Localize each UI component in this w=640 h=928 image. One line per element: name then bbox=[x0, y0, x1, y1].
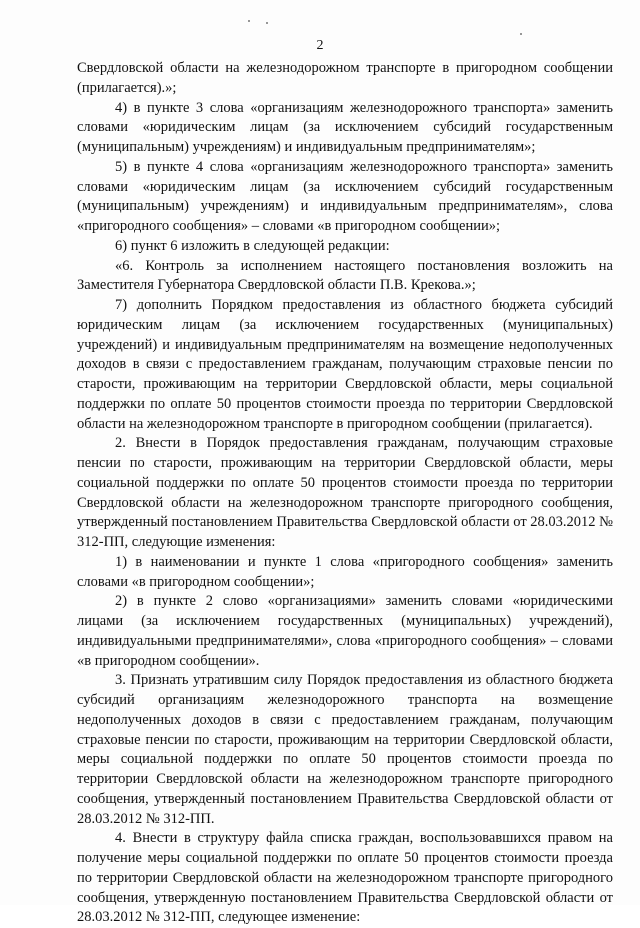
paragraph-section-4: 4. Внести в структуру файла списка граждан, воспользовавшихся правом на получение меры социальной поддержки по оплате 50 процентов стоимости проезда по территории Свердловской области на железнодорожном транспорте пригородного сообщения, утвержденную постановлением Правительства Свердловской области от 28.03.2012 № 312-ПП, следующее изменение: bbox=[77, 830, 613, 926]
paragraph-section-2: 2. Внести в Порядок предоставления гражданам, получающим страховые пенсии по старости, проживающим на территории Свердловской области, меры социальной поддержки по оплате 50 процентов стоимости проезда по территории Свердловской области на железнодорожном транспорте пригородного сообщения, утвержденный постановлением Правительства Свердловской области от 28.03.2012 № 312-ПП, следующие изменения: bbox=[77, 435, 613, 550]
paragraph-item-4: 4) в пункте 3 слова «организациям железнодорожного транспорта» заменить словами «юридическим лицам (за исключением субсидий государственным (муниципальным) учреждениям) и индивидуальным предпринимателям»; bbox=[77, 99, 613, 155]
paragraph-sub-1: 1) в наименовании и пункте 1 слова «пригородного сообщения» заменить словами «в пригородном сообщении»; bbox=[77, 553, 613, 590]
paragraph-item-6: 6) пункт 6 изложить в следующей редакции: bbox=[115, 237, 390, 254]
scan-speck bbox=[248, 20, 250, 22]
paragraph-continuation: Свердловской области на железнодорожном транспорте в пригородном сообщении (прилагается).»; bbox=[77, 60, 613, 96]
paragraph-section-3: 3. Признать утратившим силу Порядок предоставления из областного бюджета субсидий организациям железнодорожного транспорта на возмещение недополученных доходов в связи с предоставлением гражданам, получающим страховые пенсии по старости, проживающим на территории Свердловской области, меры социальной поддержки по оплате 50 процентов стоимости проезда по территории Свердловской области на железнодорожном транспорте пригородного сообщения, утвержденный постановлением Правительства Свердловской области от 28.03.2012 № 312-ПП. bbox=[77, 672, 613, 827]
page-number: 2 bbox=[316, 38, 324, 53]
paragraph-item-7: 7) дополнить Порядком предоставления из областного бюджета субсидий юридическим лицам (за исключением государственных (муниципальных) учреждений) и индивидуальным предпринимателям на возмещение недополученных доходов в связи с предоставлением гражданам, получающим страховые пенсии по старости, проживающим на территории Свердловской области, меры социальной поддержки по оплате 50 процентов стоимости проезда по территории Свердловской области на железнодорожном транспорте в пригородном сообщении (прилагается). bbox=[77, 297, 613, 432]
paragraph-quote-6: «6. Контроль за исполнением настоящего постановления возложить на Заместителя Губернатора Свердловской области П.В. Крекова.»; bbox=[77, 257, 613, 294]
scan-speck bbox=[520, 33, 522, 35]
paragraph-sub-2: 2) в пункте 2 слово «организациями» заменить словами «юридическими лицами (за исключением государственных (муниципальных) учреждений), индивидуальными предпринимателями», слова «пригородного сообщения» – словами «в пригородном сообщении». bbox=[77, 593, 613, 669]
scan-speck bbox=[266, 22, 268, 24]
document-body bbox=[77, 59, 613, 928]
paragraph-item-5: 5) в пункте 4 слова «организациям железнодорожного транспорта» заменить словами «юридическим лицам (за исключением субсидий государственным (муниципальным) учреждениям) и индивидуальным предпринимателям», слова «пригородного сообщения» – словами «в пригородном сообщении»; bbox=[77, 158, 613, 234]
